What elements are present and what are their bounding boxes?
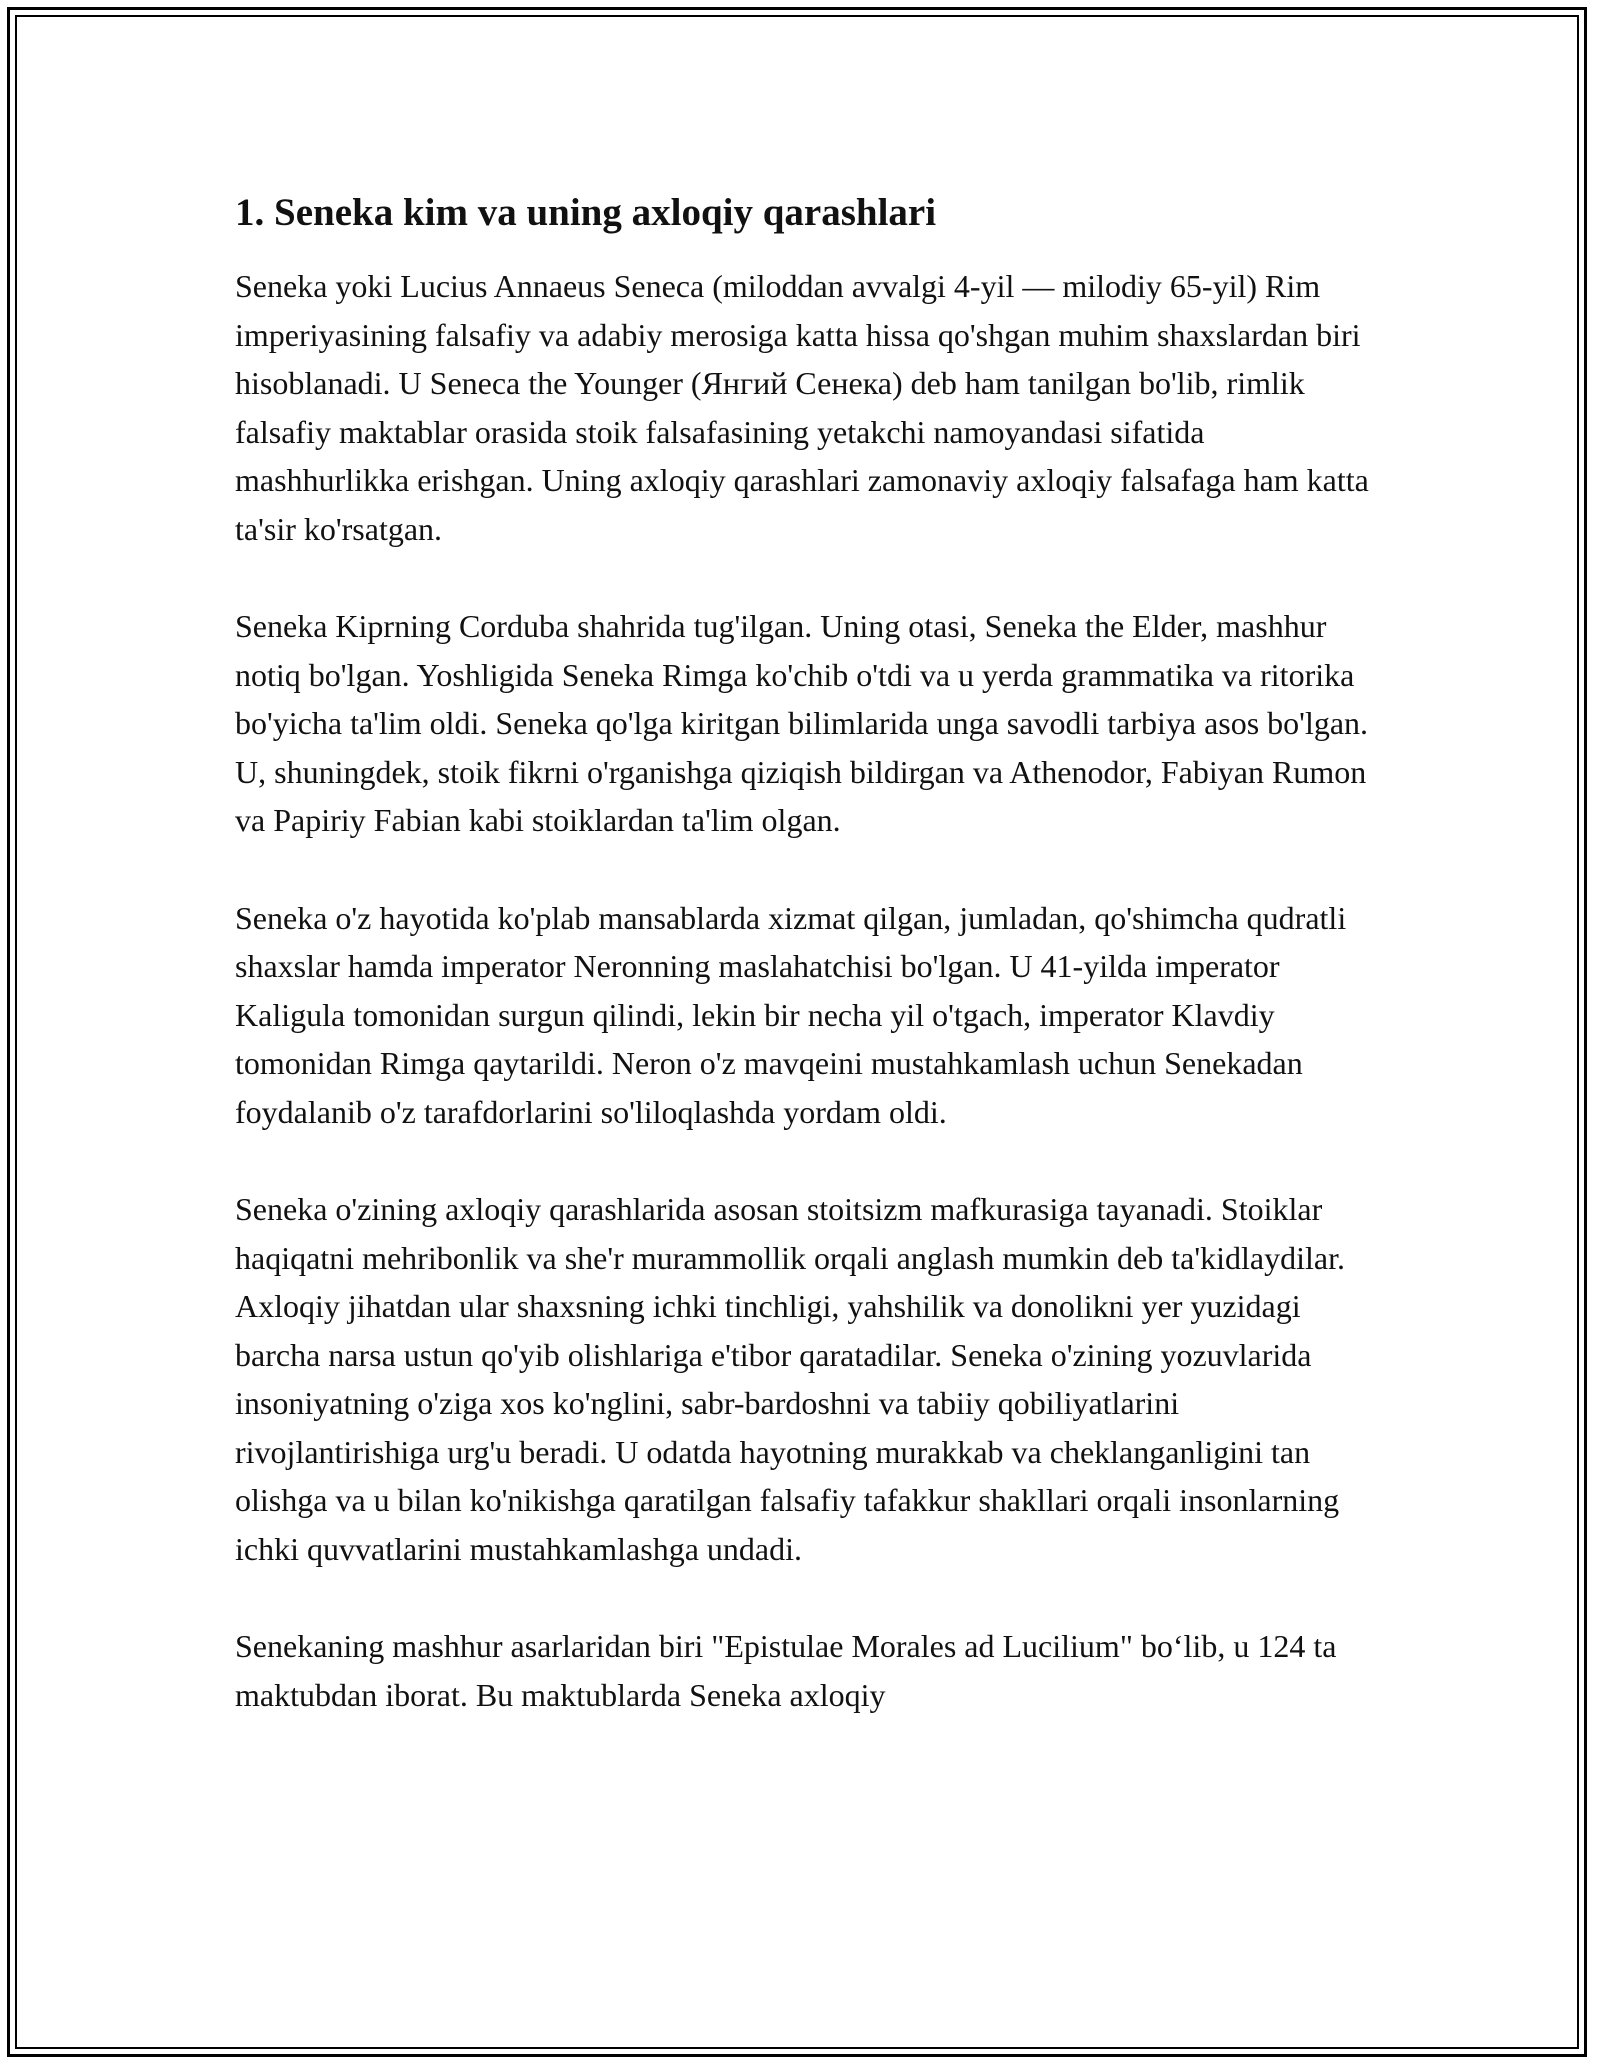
paragraph-4: Seneka o'zining axloqiy qarashlarida asosan stoitsizm mafkurasiga tayanadi. Stoiklar haqiqatni mehribonlik va she'r murammollik orqali anglash mumkin deb ta'kidlaydilar. Axloqiy jihatdan ular shaxsning ichki tinchligi, yahshilik va donolikni yer yuzidagi barcha narsa ustun qo'yib olishlariga e'tibor qaratadilar. Seneka o'zining yozuvlarida insoniyatning o'ziga xos ko'nglini, sabr-bardoshni va tabiiy qobiliyatlarini rivojlantirishiga urg'u beradi. U odatda hayotning murakkab va cheklanganligini tan olishga va u bilan ko'nikishga qaratilgan falsafiy tafakkur shakllari orqali insonlarning ichki quvvatlarini mustahkamlashga undadi. bbox=[235, 1191, 1345, 1567]
paragraph-1: Seneka yoki Lucius Annaeus Seneca (miloddan avvalgi 4-yil — milodiy 65-yil) Rim imperiyasining falsafiy va adabiy merosiga katta hissa qo'shgan muhim shaxslardan biri hisoblanadi. U Seneca the Younger (Янгий Сенека) deb ham tanilgan bo'lib, rimlik falsafiy maktablar orasida stoik falsafasining yetakchi namoyandasi sifatida mashhurlikka erishgan. Uning axloqiy qarashlari zamonaviy axloqiy falsafaga ham katta ta'sir ko'rsatgan. bbox=[235, 268, 1369, 547]
paragraph-3: Seneka o'z hayotida ko'plab mansablarda xizmat qilgan, jumladan, qo'shimcha qudratli shaxslar hamda imperator Neronning maslahatchisi bo'lgan. U 41-yilda imperator Kaligula tomonidan surgun qilindi, lekin bir necha yil o'tgach, imperator Klavdiy tomonidan Rimga qaytarildi. Neron o'z mavqeini mustahkamlash uchun Senekadan foydalanib o'z tarafdorlarini so'liloqlashda yordam oldi. bbox=[235, 899, 1347, 1130]
paragraph-2: Seneka Kiprning Corduba shahrida tug'ilgan. Uning otasi, Seneka the Elder, mashhur notiq bo'lgan. Yoshligida Seneka Rimga ko'chib o'tdi va u yerda grammatika va ritorika bo'yicha ta'lim oldi. Seneka qo'lga kiritgan bilimlarida unga savodli tarbiya asos bo'lgan. U, shuningdek, stoik fikrni o'rganishga qiziqish bildirgan va Athenodor, Fabiyan Rumon va Papiriy Fabian kabi stoiklardan ta'lim olgan. bbox=[235, 608, 1369, 838]
paragraph-5: Senekaning mashhur asarlaridan biri "Epistulae Morales ad Lucilium" bo‘lib, u 124 ta maktubdan iborat. Bu maktublarda Seneka axloqiy bbox=[235, 1628, 1337, 1713]
section-heading: 1. Seneka kim va uning axloqiy qarashlari bbox=[235, 191, 937, 234]
document-body bbox=[235, 188, 1370, 1719]
